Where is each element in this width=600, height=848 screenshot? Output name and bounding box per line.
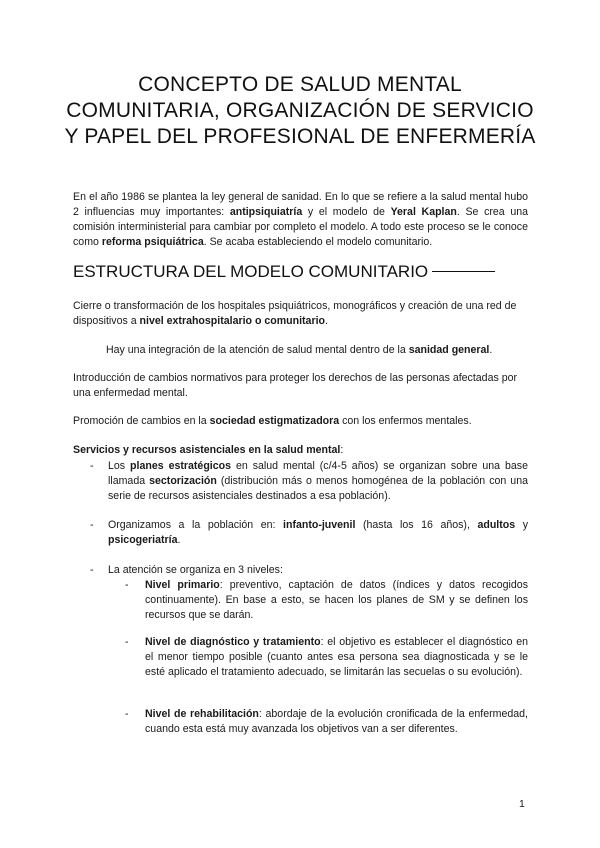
list-text: y xyxy=(515,519,528,531)
list-item xyxy=(73,518,528,548)
intro-text: y el modelo de xyxy=(302,206,391,218)
list-bold: Nivel primario xyxy=(145,579,220,591)
bullet-dash: - xyxy=(125,579,129,591)
paragraph-bold: sanidad general xyxy=(408,344,490,356)
list-text: : abordaje de la evolución cronificada de la enfermedad, cuando esta está muy avanzada los objetivos van a ser diferentes. xyxy=(145,708,528,735)
list-bold: sectorización xyxy=(149,475,217,487)
intro-bold-antipsiquiatria: antipsiquiatría xyxy=(229,206,303,218)
paragraph-bold: sociedad estigmatizadora xyxy=(209,415,340,427)
list-item xyxy=(73,459,528,504)
paragraph-cambios-normativos: Introducción de cambios normativos para proteger los derechos de las personas afectadas por una enfermedad mental. xyxy=(73,372,518,399)
list-item xyxy=(73,563,528,578)
bullet-dash: - xyxy=(90,460,94,472)
bullet-dash: - xyxy=(90,519,94,531)
list-text: Organizamos a la población en: xyxy=(108,519,284,531)
list-text: (distribución más o menos homogénea de la población con una serie de recursos asistenciales destinados a esa población). xyxy=(108,475,528,502)
paragraph-text: . xyxy=(324,315,328,327)
list-bold: psicogeriatría xyxy=(108,534,178,546)
intro-text: . Se crea una comisión interministerial para cambiar por completo el modelo. A todo este proceso se le conoce como xyxy=(73,206,529,248)
list-bold: Nivel de rehabilitación xyxy=(145,708,259,720)
section-heading-text: ESTRUCTURA DEL MODELO COMUNITARIO xyxy=(73,262,429,281)
intro-bold-kaplan: Yeral Kaplan xyxy=(390,206,457,218)
paragraph-servicios xyxy=(73,443,528,458)
intro-text: En el año 1986 se plantea la ley general de sanidad. En lo que se refiere a la salud mental hubo 2 influencias muy importantes: xyxy=(73,191,528,218)
page-number: 1 xyxy=(519,798,525,810)
list-text: : el objetivo es establecer el diagnóstico en el menor tiempo posible (cuanto antes esa persona sea diagnosticada y se le esté aplicado el tratamiento adecuado, se limitarán las secuelas o su evolución). xyxy=(145,636,528,678)
sublist-item xyxy=(108,707,528,737)
paragraph-integracion xyxy=(106,343,536,358)
intro-text: . Se acaba estableciendo el modelo comunitario. xyxy=(203,236,433,248)
list-bold: infanto-juvenil xyxy=(283,519,356,531)
bullet-dash: - xyxy=(125,636,129,648)
paragraph-text: . xyxy=(489,344,493,356)
paragraph-bold: nivel extrahospitalario o comunitario xyxy=(139,315,325,327)
list-text: : preventivo, captación de datos (índices y datos recogidos continuamente). En base a esto, se hacen los planes de SM y se definen los recursos que se darán. xyxy=(145,579,528,621)
list-bold: planes estratégicos xyxy=(130,460,231,472)
paragraph-text: : xyxy=(340,444,344,456)
paragraph-text: Hay una integración de la atención de salud mental dentro de la xyxy=(106,344,409,356)
sublist-item xyxy=(108,635,528,680)
list-text: La atención se organiza en 3 niveles: xyxy=(108,564,283,576)
paragraph-text: con los enfermos mentales. xyxy=(339,415,472,427)
intro-bold-reforma: reforma psiquiátrica xyxy=(101,236,204,248)
intro-paragraph xyxy=(73,190,528,250)
paragraph-promocion xyxy=(73,414,528,429)
list-text: Los xyxy=(108,460,131,472)
sublist-item xyxy=(108,578,528,623)
paragraph-text: Cierre o transformación de los hospitales psiquiátricos, monográficos y creación de una red de dispositivos a xyxy=(73,300,517,327)
paragraph-text: Promoción de cambios en la xyxy=(73,415,210,427)
bullet-dash: - xyxy=(125,708,129,720)
list-text: . xyxy=(177,534,181,546)
heading-rule xyxy=(432,271,495,272)
paragraph-cierre xyxy=(73,299,528,329)
list-text: en salud mental (c/4-5 años) se organizan sobre una base llamada xyxy=(108,460,528,487)
bullet-dash: - xyxy=(90,564,94,576)
list-bold: adultos xyxy=(477,519,516,531)
section-heading xyxy=(73,262,495,282)
paragraph-bold: Servicios y recursos asistenciales en la salud mental xyxy=(73,444,341,456)
list-text: (hasta los 16 años), xyxy=(355,519,478,531)
document-title: CONCEPTO DE SALUD MENTAL COMUNITARIA, ORGANIZACIÓN DE SERVICIO Y PAPEL DEL PROFESIONAL DE ENFERMERÍA xyxy=(64,73,536,148)
list-bold: Nivel de diagnóstico y tratamiento xyxy=(145,636,321,648)
